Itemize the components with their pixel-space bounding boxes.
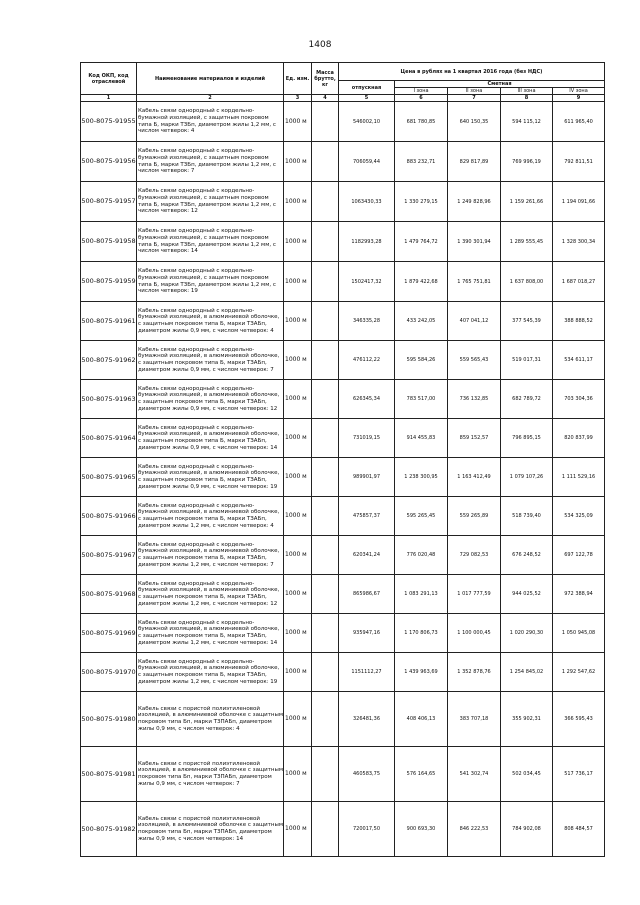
price-otpusk: 720017,50 (339, 802, 395, 857)
price-zone4: 808 484,57 (553, 802, 605, 857)
price-zone2: 1 249 828,96 (448, 182, 501, 222)
column-number: 4 (312, 95, 339, 102)
item-name: Кабель связи однородный с кордельно-бумажной изоляцией, в алюминиевой оболочке, с защитным покровом типа Б, марки ТЗАБп, диаметром жилы 0,9 мм, с числом четверок: 7 (137, 341, 284, 380)
price-zone4: 703 304,36 (553, 380, 605, 419)
item-mass (312, 802, 339, 857)
price-zone2: 541 302,74 (448, 747, 501, 802)
table-row (81, 497, 605, 536)
item-mass (312, 262, 339, 302)
table-row (81, 341, 605, 380)
price-otpusk: 626345,34 (339, 380, 395, 419)
price-zone4: 388 888,52 (553, 302, 605, 341)
price-zone4: 820 837,99 (553, 419, 605, 458)
table-row (81, 536, 605, 575)
price-zone1: 1 238 300,95 (395, 458, 448, 497)
table-row (81, 222, 605, 262)
price-zone1: 433 242,05 (395, 302, 448, 341)
item-mass (312, 419, 339, 458)
table-row (81, 262, 605, 302)
price-zone4: 1 050 945,08 (553, 614, 605, 653)
price-otpusk: 460583,75 (339, 747, 395, 802)
table-row (81, 458, 605, 497)
table-row (81, 142, 605, 182)
item-code: 500-8075-91968 (81, 575, 137, 614)
item-mass (312, 142, 339, 182)
item-unit: 1000 м (284, 262, 312, 302)
price-zone3: 519 017,31 (501, 341, 553, 380)
header-code: Код ОКП, код отраслевой (81, 63, 137, 95)
price-zone4: 611 965,40 (553, 102, 605, 142)
price-zone3: 1 254 845,02 (501, 653, 553, 692)
item-code: 500-8075-91961 (81, 302, 137, 341)
item-mass (312, 341, 339, 380)
item-unit: 1000 м (284, 536, 312, 575)
price-zone3: 1 079 107,26 (501, 458, 553, 497)
price-zone3: 355 902,31 (501, 692, 553, 747)
item-name: Кабель связи однородный с кордельно-бумажной изоляцией, с защитным покровом типа Б, марки ТЗБп, диаметром жилы 1,2 мм, с числом четверок: 12 (137, 182, 284, 222)
item-unit: 1000 м (284, 380, 312, 419)
price-otpusk: 546002,10 (339, 102, 395, 142)
item-name: Кабель связи однородный с кордельно-бумажной изоляцией, с защитным покровом типа Б, марки ТЗБп, диаметром жилы 1,2 мм, с числом четверок: 19 (137, 262, 284, 302)
price-zone2: 1 100 000,45 (448, 614, 501, 653)
column-number: 8 (501, 95, 553, 102)
price-zone3: 796 895,15 (501, 419, 553, 458)
item-code: 500-8075-91962 (81, 341, 137, 380)
price-table (80, 62, 605, 857)
price-zone1: 595 584,26 (395, 341, 448, 380)
price-otpusk: 935947,16 (339, 614, 395, 653)
price-zone1: 408 406,13 (395, 692, 448, 747)
item-code: 500-8075-91982 (81, 802, 137, 857)
item-unit: 1000 м (284, 692, 312, 747)
price-zone2: 383 707,18 (448, 692, 501, 747)
price-zone1: 914 455,83 (395, 419, 448, 458)
price-zone3: 1 289 555,45 (501, 222, 553, 262)
price-zone2: 729 082,53 (448, 536, 501, 575)
price-zone3: 518 739,40 (501, 497, 553, 536)
table-row (81, 653, 605, 692)
item-name: Кабель связи однородный с кордельно-бумажной изоляцией, в алюминиевой оболочке, с защитным покровом типа Б, марки ТЗАБп, диаметром жилы 1,2 мм, с числом четверок: 19 (137, 653, 284, 692)
column-number: 3 (284, 95, 312, 102)
page-number: 1408 (308, 40, 332, 50)
price-zone1: 783 517,00 (395, 380, 448, 419)
price-zone4: 697 122,78 (553, 536, 605, 575)
price-zone1: 1 330 279,15 (395, 182, 448, 222)
table-row (81, 614, 605, 653)
table-row (81, 419, 605, 458)
item-unit: 1000 м (284, 182, 312, 222)
header-name: Наименование материалов и изделий (137, 63, 284, 95)
price-zone2: 829 817,89 (448, 142, 501, 182)
item-name: Кабель связи однородный с кордельно-бумажной изоляцией, в алюминиевой оболочке, с защитным покровом типа Б, марки ТЗАБп, диаметром жилы 1,2 мм, с числом четверок: 12 (137, 575, 284, 614)
column-number: 2 (137, 95, 284, 102)
price-otpusk: 346335,28 (339, 302, 395, 341)
item-code: 500-8075-91969 (81, 614, 137, 653)
price-zone2: 640 150,35 (448, 102, 501, 142)
price-zone4: 1 194 091,66 (553, 182, 605, 222)
item-name: Кабель связи однородный с кордельно-бумажной изоляцией, с защитным покровом типа Б, марки ТЗБп, диаметром жилы 1,2 мм, с числом четверок: 14 (137, 222, 284, 262)
item-code: 500-8075-91966 (81, 497, 137, 536)
price-zone1: 1 479 764,72 (395, 222, 448, 262)
header-zone1: I зона (395, 88, 448, 95)
price-zone1: 681 780,85 (395, 102, 448, 142)
price-zone2: 1 017 777,59 (448, 575, 501, 614)
price-zone2: 1 765 751,81 (448, 262, 501, 302)
price-zone3: 1 637 808,00 (501, 262, 553, 302)
price-otpusk: 620341,24 (339, 536, 395, 575)
price-otpusk: 1502417,32 (339, 262, 395, 302)
price-otpusk: 706059,44 (339, 142, 395, 182)
item-unit: 1000 м (284, 419, 312, 458)
item-code: 500-8075-91965 (81, 458, 137, 497)
price-zone3: 502 034,45 (501, 747, 553, 802)
header-smetnaya: Сметная (395, 81, 605, 88)
header-zone2: II зона (448, 88, 501, 95)
item-unit: 1000 м (284, 142, 312, 182)
item-mass (312, 653, 339, 692)
table-header (81, 63, 605, 102)
item-unit: 1000 м (284, 341, 312, 380)
table-row (81, 102, 605, 142)
table-row (81, 380, 605, 419)
price-zone4: 534 611,17 (553, 341, 605, 380)
item-mass (312, 747, 339, 802)
price-zone3: 377 545,39 (501, 302, 553, 341)
table-row (81, 802, 605, 857)
price-zone3: 1 020 290,30 (501, 614, 553, 653)
item-mass (312, 497, 339, 536)
item-mass (312, 614, 339, 653)
table-row (81, 302, 605, 341)
item-code: 500-8075-91958 (81, 222, 137, 262)
item-name: Кабель связи однородный с кордельно-бумажной изоляцией, в алюминиевой оболочке, с защитным покровом типа Б, марки ТЗАБп, диаметром жилы 0,9 мм, с числом четверок: 4 (137, 302, 284, 341)
item-code: 500-8075-91957 (81, 182, 137, 222)
item-code: 500-8075-91963 (81, 380, 137, 419)
item-name: Кабель связи однородный с кордельно-бумажной изоляцией, в алюминиевой оболочке, с защитным покровом типа Б, марки ТЗАБп, диаметром жилы 0,9 мм, с числом четверок: 12 (137, 380, 284, 419)
price-zone1: 776 020,48 (395, 536, 448, 575)
item-mass (312, 380, 339, 419)
item-unit: 1000 м (284, 653, 312, 692)
item-mass (312, 536, 339, 575)
item-name: Кабель связи с пористой полиэтиленовой изоляцией, в алюминиевой оболочке с защитным покровом типа Бп, марки ТЗПАБп, диаметром жилы 0,9 мм, с числом четверок: 4 (137, 692, 284, 747)
item-unit: 1000 м (284, 102, 312, 142)
price-zone1: 576 164,65 (395, 747, 448, 802)
item-code: 500-8075-91970 (81, 653, 137, 692)
price-zone4: 792 811,51 (553, 142, 605, 182)
item-code: 500-8075-91955 (81, 102, 137, 142)
price-zone1: 1 439 963,69 (395, 653, 448, 692)
item-mass (312, 302, 339, 341)
price-otpusk: 989901,97 (339, 458, 395, 497)
price-zone2: 1 352 878,76 (448, 653, 501, 692)
header-otpusk: отпускная (339, 81, 395, 95)
header-zone3: III зона (501, 88, 553, 95)
price-otpusk: 1063430,33 (339, 182, 395, 222)
item-code: 500-8075-91956 (81, 142, 137, 182)
price-zone4: 1 687 018,27 (553, 262, 605, 302)
table-row (81, 747, 605, 802)
price-zone1: 900 693,30 (395, 802, 448, 857)
price-zone1: 595 265,45 (395, 497, 448, 536)
item-mass (312, 458, 339, 497)
item-unit: 1000 м (284, 802, 312, 857)
item-name: Кабель связи однородный с кордельно-бумажной изоляцией, в алюминиевой оболочке, с защитным покровом типа Б, марки ТЗАБп, диаметром жилы 0,9 мм, с числом четверок: 14 (137, 419, 284, 458)
column-number: 7 (448, 95, 501, 102)
price-zone3: 769 996,19 (501, 142, 553, 182)
table-row (81, 575, 605, 614)
item-unit: 1000 м (284, 614, 312, 653)
column-number: 5 (339, 95, 395, 102)
price-zone2: 1 390 301,94 (448, 222, 501, 262)
item-mass (312, 222, 339, 262)
item-mass (312, 102, 339, 142)
price-zone4: 1 111 529,16 (553, 458, 605, 497)
item-name: Кабель связи однородный с кордельно-бумажной изоляцией, в алюминиевой оболочке, с защитным покровом типа Б, марки ТЗАБп, диаметром жилы 1,2 мм, с числом четверок: 4 (137, 497, 284, 536)
item-code: 500-8075-91980 (81, 692, 137, 747)
item-unit: 1000 м (284, 497, 312, 536)
item-mass (312, 575, 339, 614)
price-zone2: 559 265,89 (448, 497, 501, 536)
price-zone2: 859 152,57 (448, 419, 501, 458)
header-unit: Ед. изм. (284, 63, 312, 95)
item-name: Кабель связи однородный с кордельно-бумажной изоляцией, в алюминиевой оболочке, с защитным покровом типа Б, марки ТЗАБп, диаметром жилы 1,2 мм, с числом четверок: 7 (137, 536, 284, 575)
column-number: 6 (395, 95, 448, 102)
item-mass (312, 692, 339, 747)
header-zone4: IV зона (553, 88, 605, 95)
price-zone2: 407 041,12 (448, 302, 501, 341)
item-name: Кабель связи с пористой полиэтиленовой изоляцией, в алюминиевой оболочке с защитным покровом типа Бп, марки ТЗПАБп, диаметром жилы 0,9 мм, с числом четверок: 7 (137, 747, 284, 802)
price-zone3: 676 248,52 (501, 536, 553, 575)
item-code: 500-8075-91981 (81, 747, 137, 802)
table-row (81, 692, 605, 747)
table-body (81, 102, 605, 857)
price-otpusk: 476112,22 (339, 341, 395, 380)
column-number: 9 (553, 95, 605, 102)
item-unit: 1000 м (284, 458, 312, 497)
price-zone1: 1 879 422,68 (395, 262, 448, 302)
price-zone4: 1 292 547,62 (553, 653, 605, 692)
item-name: Кабель связи однородный с кордельно-бумажной изоляцией, в алюминиевой оболочке, с защитным покровом типа Б, марки ТЗАБп, диаметром жилы 0,9 мм, с числом четверок: 19 (137, 458, 284, 497)
item-code: 500-8075-91964 (81, 419, 137, 458)
price-otpusk: 731019,15 (339, 419, 395, 458)
price-zone1: 1 170 806,73 (395, 614, 448, 653)
price-otpusk: 1151112,27 (339, 653, 395, 692)
column-number-row (81, 95, 605, 102)
price-otpusk: 1182993,28 (339, 222, 395, 262)
header-price-title: Цена в рублях на 1 квартал 2016 года (без НДС) (339, 63, 605, 81)
item-unit: 1000 м (284, 222, 312, 262)
price-zone2: 736 132,85 (448, 380, 501, 419)
column-number: 1 (81, 95, 137, 102)
item-name: Кабель связи однородный с кордельно-бумажной изоляцией, с защитным покровом типа Б, марки ТЗБп, диаметром жилы 1,2 мм, с числом четверок: 7 (137, 142, 284, 182)
item-unit: 1000 м (284, 575, 312, 614)
price-zone1: 883 232,71 (395, 142, 448, 182)
table-row (81, 182, 605, 222)
price-zone4: 366 595,43 (553, 692, 605, 747)
price-zone3: 784 902,08 (501, 802, 553, 857)
price-otpusk: 326481,36 (339, 692, 395, 747)
price-zone2: 559 565,43 (448, 341, 501, 380)
price-zone4: 517 736,17 (553, 747, 605, 802)
item-unit: 1000 м (284, 747, 312, 802)
price-zone2: 1 163 412,49 (448, 458, 501, 497)
price-zone2: 846 222,53 (448, 802, 501, 857)
price-otpusk: 475857,37 (339, 497, 395, 536)
price-zone1: 1 083 291,13 (395, 575, 448, 614)
item-unit: 1000 м (284, 302, 312, 341)
header-mass: Масса брутто, кг (312, 63, 339, 95)
price-zone3: 944 025,52 (501, 575, 553, 614)
item-name: Кабель связи однородный с кордельно-бумажной изоляцией, в алюминиевой оболочке, с защитным покровом типа Б, марки ТЗАБп, диаметром жилы 1,2 мм, с числом четверок: 14 (137, 614, 284, 653)
price-zone4: 972 388,94 (553, 575, 605, 614)
price-zone3: 682 789,72 (501, 380, 553, 419)
item-mass (312, 182, 339, 222)
price-zone4: 1 328 300,34 (553, 222, 605, 262)
item-code: 500-8075-91967 (81, 536, 137, 575)
price-zone3: 1 159 261,66 (501, 182, 553, 222)
price-otpusk: 865986,67 (339, 575, 395, 614)
item-name: Кабель связи однородный с кордельно-бумажной изоляцией, с защитным покровом типа Б, марки ТЗБп, диаметром жилы 1,2 мм, с числом четверок: 4 (137, 102, 284, 142)
item-code: 500-8075-91959 (81, 262, 137, 302)
price-zone3: 594 115,12 (501, 102, 553, 142)
price-zone4: 534 325,09 (553, 497, 605, 536)
item-name: Кабель связи с пористой полиэтиленовой изоляцией, в алюминиевой оболочке с защитным покровом типа Бп, марки ТЗПАБп, диаметром жилы 0,9 мм, с числом четверок: 14 (137, 802, 284, 857)
